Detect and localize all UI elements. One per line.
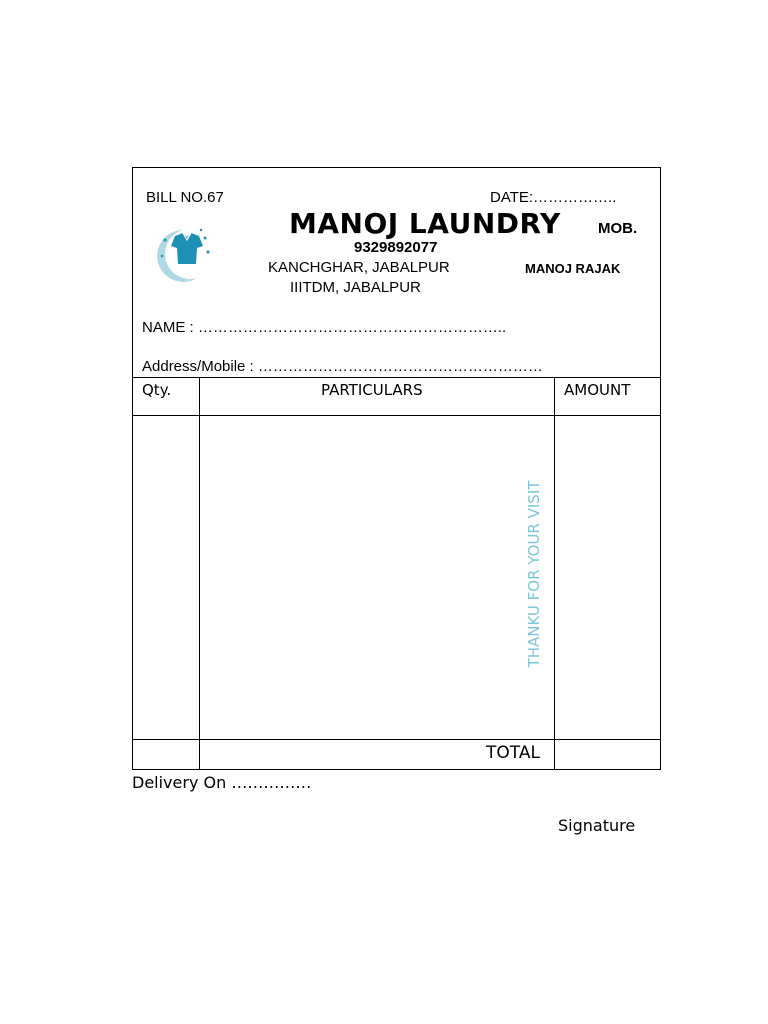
mob-label: MOB. [598, 220, 638, 237]
thank-you-watermark: THANKU FOR YOUR VISIT [525, 480, 543, 668]
column-divider-amount [554, 377, 555, 770]
customer-name-field: NAME : …………………………………………………….. [142, 319, 507, 336]
signature-label: Signature [558, 816, 636, 835]
address-line-2: IIITDM, JABALPUR [290, 279, 421, 296]
column-header-particulars: PARTICULARS [321, 381, 423, 399]
total-label: TOTAL [486, 743, 540, 763]
delivery-date: Delivery On …………… [132, 773, 312, 792]
table-top-border [132, 377, 661, 378]
column-header-qty: Qty. [142, 381, 172, 399]
bill-date: DATE:…………….. [490, 189, 617, 206]
bill-number: BILL NO.67 [146, 189, 224, 206]
mobile-number: 9329892077 [354, 239, 438, 256]
bill-frame [132, 167, 661, 770]
column-header-amount: AMOUNT [564, 381, 631, 399]
shop-name: MANOJ LAUNDRY [289, 207, 561, 240]
address-line-1: KANCHGHAR, JABALPUR [268, 259, 450, 276]
owner-name: MANOJ RAJAK [525, 261, 621, 276]
customer-address-field: Address/Mobile : ………………………………………………… [142, 358, 543, 375]
column-divider-qty [199, 377, 200, 770]
table-header-divider [132, 415, 661, 416]
table-total-divider [132, 739, 661, 740]
